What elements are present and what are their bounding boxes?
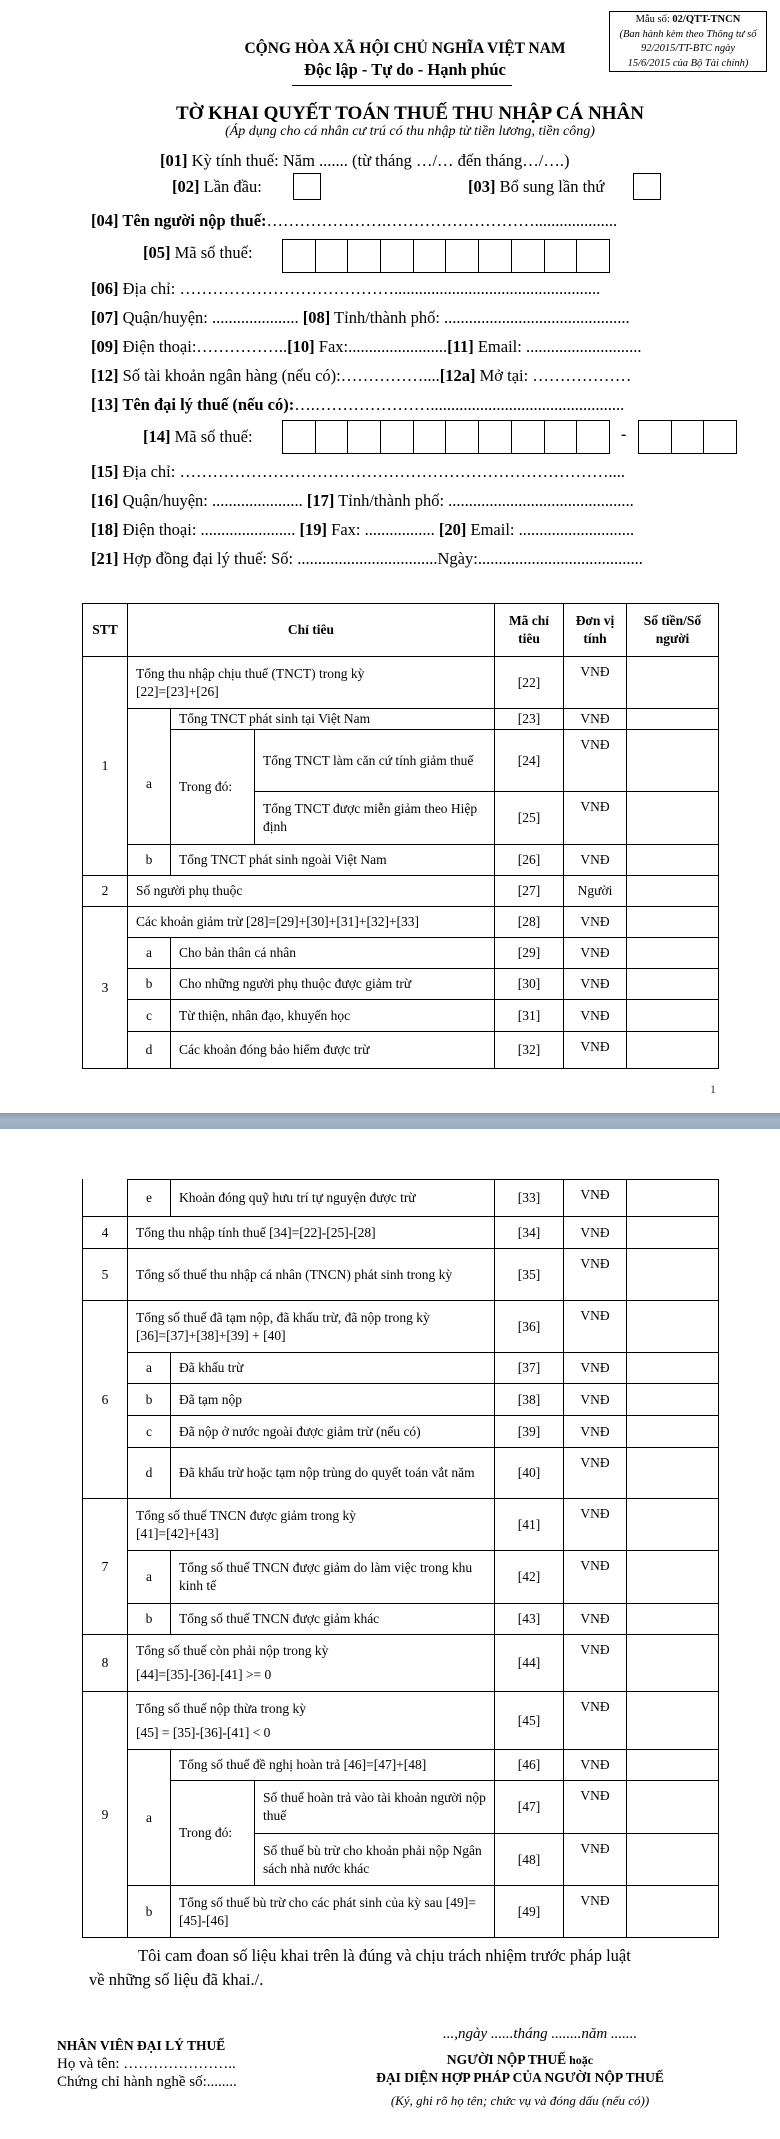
tin-digit-box[interactable] (283, 421, 316, 453)
agent-certificate-field[interactable]: Chứng chỉ hành nghề số:........ (57, 2074, 237, 2090)
page-number: 1 (710, 1082, 716, 1096)
amount-cell[interactable] (627, 907, 719, 938)
row-stt: 8 (83, 1635, 128, 1692)
table-row (83, 876, 719, 907)
row-unit: VNĐ (564, 1032, 627, 1069)
field-dots: ….…………………............................................... (294, 395, 625, 414)
amount-cell[interactable] (627, 1604, 719, 1635)
row-sub: a (128, 1750, 171, 1886)
row-indicator: Tổng TNCT phát sinh tại Việt Nam (171, 709, 495, 730)
row-sub: b (128, 1384, 171, 1416)
supplement-text: Bổ sung lần thứ (495, 177, 605, 196)
row-unit: VNĐ (564, 1217, 627, 1249)
row-code: [39] (495, 1416, 564, 1448)
row-indicator: Cho những người phụ thuộc được giảm trừ (171, 969, 495, 1000)
amount-cell[interactable] (627, 1032, 719, 1069)
amount-cell[interactable] (627, 1886, 719, 1938)
row-sub: a (128, 938, 171, 969)
settlement-table-page1 (82, 603, 719, 1069)
col-header-amount: Số tiền/Số người (627, 604, 719, 657)
row-code: [47] (495, 1781, 564, 1834)
first-time-label (172, 177, 262, 197)
row-unit: VNĐ (564, 1353, 627, 1384)
row-code: [28] (495, 907, 564, 938)
form-title: TỜ KHAI QUYẾT TOÁN THUẾ THU NHẬP CÁ NHÂN (175, 103, 645, 124)
amount-cell[interactable] (627, 1384, 719, 1416)
field-label: Mã số thuế: (170, 243, 253, 262)
first-time-checkbox[interactable] (293, 173, 321, 200)
amount-cell[interactable] (627, 1448, 719, 1499)
commitment-line-2: về những số liệu đã khai./. (89, 1970, 264, 1989)
tin-digit-box[interactable] (381, 421, 414, 453)
tin-digit-box[interactable] (316, 240, 349, 272)
row-indicator: Số thuế bù trừ cho khoản phải nộp Ngân sách nhà nước khác (255, 1834, 495, 1886)
amount-cell[interactable] (627, 709, 719, 730)
field-dots: ………………………………….................................................. (179, 279, 601, 298)
contact-line[interactable] (91, 337, 641, 357)
row-indicator: Các khoản đóng bảo hiểm được trừ (171, 1032, 495, 1069)
table-row (83, 1416, 719, 1448)
row-stt: 1 (83, 657, 128, 876)
table-row (83, 1551, 719, 1604)
row-code: [33] (495, 1180, 564, 1217)
field-code: [17] (306, 491, 335, 510)
amount-cell[interactable] (627, 657, 719, 709)
amount-cell[interactable] (627, 1635, 719, 1692)
agent-tin-boxes[interactable] (282, 420, 610, 454)
row-indicator: Tổng thu nhập tính thuế [34]=[22]-[25]-[28] (128, 1217, 495, 1249)
row-indicator: Đã khấu trừ (171, 1353, 495, 1384)
row-unit: VNĐ (564, 938, 627, 969)
row-code: [31] (495, 1000, 564, 1032)
tin-digit-box[interactable] (348, 421, 381, 453)
tin-digit-box[interactable] (446, 421, 479, 453)
tin-digit-box[interactable] (512, 421, 545, 453)
table-row (83, 1301, 719, 1353)
row-stt: 3 (83, 907, 128, 1069)
row-code: [42] (495, 1551, 564, 1604)
form-code-box (609, 11, 767, 72)
row-sub: d (128, 1032, 171, 1069)
agent-fax-field[interactable]: Fax: ................. (327, 520, 439, 539)
row-unit: VNĐ (564, 1384, 627, 1416)
legal-rep-title: ĐẠI DIỆN HỢP PHÁP CỦA NGƯỜI NỘP THUẾ (376, 2070, 664, 2085)
row-indicator: Các khoản giảm trừ [28]=[29]+[30]+[31]+[32]+[33] (128, 907, 495, 938)
form-circular-line: 92/2015/TT-BTC ngày (640, 43, 736, 54)
field-label: Tên đại lý thuế (nếu có): (118, 395, 295, 414)
row-code: [49] (495, 1886, 564, 1938)
field-code: [15] (91, 462, 119, 481)
amount-cell[interactable] (627, 730, 719, 792)
field-code: [12] (91, 366, 119, 385)
table-row (83, 1781, 719, 1834)
taxpayer-tin-boxes[interactable] (282, 239, 610, 273)
amount-cell[interactable] (627, 1217, 719, 1249)
field-label: Mã số thuế: (170, 427, 253, 446)
table-row (83, 1000, 719, 1032)
taxpayer-title: NGƯỜI NỘP THUẾ hoặc (446, 2052, 594, 2067)
row-unit: VNĐ (564, 1834, 627, 1886)
row-sub: a (128, 1353, 171, 1384)
row-stt: 7 (83, 1499, 128, 1635)
row-code: [23] (495, 709, 564, 730)
signature-note: (Ký, ghi rõ họ tên; chức vụ và đóng dấu (nếu có)) (390, 2093, 650, 2108)
row-sub: b (128, 845, 171, 876)
amount-cell[interactable] (627, 1000, 719, 1032)
table-row (83, 845, 719, 876)
row-unit: VNĐ (564, 792, 627, 845)
row-code: [43] (495, 1604, 564, 1635)
amount-cell[interactable] (627, 1834, 719, 1886)
tax-period-code: [01] (160, 151, 188, 170)
fax-field[interactable]: Fax:........................ (314, 337, 448, 356)
settlement-table-page2 (82, 1179, 719, 1938)
table-row (83, 657, 719, 709)
row-indicator: Tổng TNCT làm căn cứ tính giảm thuế (255, 730, 495, 792)
row-unit: VNĐ (564, 1416, 627, 1448)
first-time-code: [02] (172, 177, 200, 196)
row-unit: VNĐ (564, 1180, 627, 1217)
row-code: [37] (495, 1353, 564, 1384)
row-code: [36] (495, 1301, 564, 1353)
agent-tin-branch-boxes[interactable] (638, 420, 737, 454)
tin-digit-box[interactable] (545, 421, 578, 453)
row-stt: 2 (83, 876, 128, 907)
row-code: [41] (495, 1499, 564, 1551)
table-row (83, 1886, 719, 1938)
province-field[interactable]: Tỉnh/thành phố: ............................................. (330, 308, 630, 327)
form-subtitle: (Áp dụng cho cá nhân cư trú có thu nhập từ tiền lương, tiền công) (225, 124, 595, 139)
row-in-which: Trong đó: (171, 730, 255, 845)
sign-date-line: ...,ngày ......tháng ........năm ....... (443, 2026, 638, 2042)
field-code: [14] (143, 427, 171, 446)
field-code: [19] (299, 520, 328, 539)
amount-cell[interactable] (627, 876, 719, 907)
row-unit: VNĐ (564, 657, 627, 709)
table-row (83, 1635, 719, 1692)
row-unit: VNĐ (564, 1604, 627, 1635)
field-dots: ………………….……………………….................... (266, 211, 618, 230)
row-code: [26] (495, 845, 564, 876)
row-unit: VNĐ (564, 845, 627, 876)
supplement-label (468, 177, 604, 197)
table-row (83, 1750, 719, 1781)
agent-tin-label (143, 427, 253, 447)
row-indicator: Cho bản thân cá nhân (171, 938, 495, 969)
row-indicator: Từ thiện, nhân đạo, khuyến học (171, 1000, 495, 1032)
amount-cell[interactable] (627, 1249, 719, 1301)
row-sub: a (128, 709, 171, 845)
agent-district-field[interactable]: Quận/huyện: ...................... (118, 491, 307, 510)
row-sub: c (128, 1416, 171, 1448)
row-sub: b (128, 1604, 171, 1635)
row-indicator: Tổng TNCT phát sinh ngoài Việt Nam (171, 845, 495, 876)
row-indicator: Tổng số thuế TNCN được giảm khác (171, 1604, 495, 1635)
field-code: [16] (91, 491, 119, 510)
agent-phone-field[interactable]: Điện thoại: ....................... (118, 520, 300, 539)
row-indicator: Số người phụ thuộc (128, 876, 495, 907)
field-code: [13] (91, 395, 119, 414)
field-code: [05] (143, 243, 171, 262)
field-code: [21] (91, 549, 119, 568)
field-code: [07] (91, 308, 119, 327)
tin-digit-box[interactable] (381, 240, 414, 272)
col-header-unit: Đơn vị tính (564, 604, 627, 657)
row-code: [27] (495, 876, 564, 907)
row-indicator: Tổng số thuế bù trừ cho các phát sinh của kỳ sau [49]=[45]-[46] (171, 1886, 495, 1938)
row-indicator: Tổng số thuế TNCN được giảm trong kỳ [41]=[42]+[43] (128, 1499, 495, 1551)
email-field[interactable]: Email: ............................ (473, 337, 642, 356)
table-row (83, 1692, 719, 1750)
form-issued-line: (Ban hành kèm theo Thông tư số (619, 28, 757, 40)
amount-cell[interactable] (627, 845, 719, 876)
amount-cell[interactable] (627, 1499, 719, 1551)
agent-email-field[interactable]: Email: ............................ (466, 520, 635, 539)
form-code-prefix: Mẫu số: (635, 14, 673, 25)
supplement-number-box[interactable] (633, 173, 661, 200)
tin-digit-box[interactable] (704, 421, 737, 453)
table-row (83, 1353, 719, 1384)
table-row (83, 1180, 719, 1217)
form-code: 02/QTT-TNCN (672, 14, 741, 25)
row-in-which: Trong đó: (171, 1781, 255, 1886)
row-code: [38] (495, 1384, 564, 1416)
tin-digit-box[interactable] (545, 240, 578, 272)
table-row (83, 730, 719, 792)
row-indicator: Tổng TNCT được miễn giảm theo Hiệp định (255, 792, 495, 845)
tin-digit-box[interactable] (577, 240, 610, 272)
row-unit: VNĐ (564, 1692, 627, 1750)
tin-digit-box[interactable] (672, 421, 705, 453)
bank-name-field[interactable]: Mở tại: ……………… (475, 366, 632, 385)
tax-period-field (160, 151, 569, 171)
row-code: [22] (495, 657, 564, 709)
row-unit: VNĐ (564, 1750, 627, 1781)
table-row (83, 907, 719, 938)
tin-digit-box[interactable] (479, 240, 512, 272)
row-unit: VNĐ (564, 1886, 627, 1938)
field-code: [20] (438, 520, 467, 539)
table-row (83, 1249, 719, 1301)
row-indicator: Đã tạm nộp (171, 1384, 495, 1416)
motto-heading: Độc lập - Tự do - Hạnh phúc (304, 60, 506, 79)
row-indicator: Tổng thu nhập chịu thuế (TNCT) trong kỳ [22]=[23]+[26] (128, 657, 495, 709)
row-sub: a (128, 1551, 171, 1604)
amount-cell[interactable] (627, 1180, 719, 1217)
agent-staff-title: NHÂN VIÊN ĐẠI LÝ THUẾ (57, 2038, 226, 2053)
field-label: Tên người nộp thuế: (118, 211, 267, 230)
field-code: [11] (447, 337, 474, 356)
col-header-indicator: Chỉ tiêu (128, 604, 495, 657)
field-code: [06] (91, 279, 119, 298)
row-unit: VNĐ (564, 969, 627, 1000)
row-sub: b (128, 969, 171, 1000)
row-indicator: Tổng số thuế còn phải nộp trong kỳ [44]=[35]-[36]-[41] >= 0 (128, 1635, 495, 1692)
tin-digit-box[interactable] (512, 240, 545, 272)
row-code: [30] (495, 969, 564, 1000)
row-stt: 6 (83, 1301, 128, 1499)
row-unit: Người (564, 876, 627, 907)
address-field[interactable] (91, 279, 600, 299)
agent-address-field[interactable] (91, 462, 625, 482)
motto-underline (292, 85, 512, 86)
row-code: [29] (495, 938, 564, 969)
bank-account-field[interactable]: Số tài khoản ngân hàng (nếu có):…………….... (118, 366, 440, 385)
first-time-text: Lần đầu: (199, 177, 262, 196)
row-unit: VNĐ (564, 1448, 627, 1499)
row-indicator: Tổng số thuế đề nghị hoàn trả [46]=[47]+[48] (171, 1750, 495, 1781)
row-indicator: Tổng số thuế thu nhập cá nhân (TNCN) phát sinh trong kỳ (128, 1249, 495, 1301)
commitment-line-1: Tôi cam đoan số liệu khai trên là đúng và chịu trách nhiệm trước pháp luật (138, 1946, 631, 1965)
table-header-row (83, 604, 719, 657)
tin-digit-box[interactable] (348, 240, 381, 272)
row-indicator: Số thuế hoàn trả vào tài khoản người nộp thuế (255, 1781, 495, 1834)
nation-heading: CỘNG HÒA XÃ HỘI CHỦ NGHĨA VIỆT NAM (244, 40, 566, 57)
row-indicator: Đã khấu trừ hoặc tạm nộp trùng do quyết toán vắt năm (171, 1448, 495, 1499)
row-unit: VNĐ (564, 1551, 627, 1604)
tin-digit-box[interactable] (414, 240, 447, 272)
col-header-code: Mã chỉ tiêu (495, 604, 564, 657)
table-row (83, 1032, 719, 1069)
bank-account-line[interactable] (91, 366, 631, 386)
table-row (83, 969, 719, 1000)
col-header-stt: STT (83, 604, 128, 657)
tax-period-text: Kỳ tính thuế: Năm ....... (từ tháng …/… đến tháng…/….) (187, 151, 570, 170)
row-unit: VNĐ (564, 1499, 627, 1551)
row-stt: 5 (83, 1249, 128, 1301)
agent-contact-line[interactable] (91, 520, 634, 540)
phone-field[interactable]: Điện thoại:…………….. (118, 337, 288, 356)
tin-digit-box[interactable] (283, 240, 316, 272)
row-indicator: Tổng số thuế nộp thừa trong kỳ [45] = [35]-[36]-[41] < 0 (128, 1692, 495, 1750)
tin-digit-box[interactable] (446, 240, 479, 272)
form-date-line: 15/6/2015 của Bộ Tài chính) (627, 57, 749, 69)
row-indicator: Khoản đóng quỹ hưu trí tự nguyện được trừ (171, 1180, 495, 1217)
amount-cell[interactable] (627, 1692, 719, 1750)
table-row (83, 1604, 719, 1635)
field-code: [09] (91, 337, 119, 356)
row-unit: VNĐ (564, 1249, 627, 1301)
row-sub: b (128, 1886, 171, 1938)
tin-digit-box[interactable] (414, 421, 447, 453)
table-row (83, 1448, 719, 1499)
taxpayer-tin-label (143, 243, 253, 263)
tin-digit-box[interactable] (577, 421, 610, 453)
district-field[interactable]: Quận/huyện: ..................... (118, 308, 303, 327)
field-code: [18] (91, 520, 119, 539)
row-unit: VNĐ (564, 709, 627, 730)
row-unit: VNĐ (564, 1635, 627, 1692)
district-province-line[interactable] (91, 308, 630, 328)
field-label: Hợp đồng đại lý thuế: Số: ..................................Ngày:........................................ (118, 549, 643, 568)
tin-digit-box[interactable] (639, 421, 672, 453)
amount-cell[interactable] (627, 1750, 719, 1781)
amount-cell[interactable] (627, 938, 719, 969)
row-unit: VNĐ (564, 1301, 627, 1353)
agent-province-field[interactable]: Tỉnh/thành phố: ............................................. (334, 491, 634, 510)
supplement-code: [03] (468, 177, 496, 196)
row-sub: e (128, 1180, 171, 1217)
table-row (83, 709, 719, 730)
table-row (83, 1217, 719, 1249)
row-unit: VNĐ (564, 730, 627, 792)
row-code: [44] (495, 1635, 564, 1692)
tin-digit-box[interactable] (479, 421, 512, 453)
tax-agent-name-field[interactable] (91, 395, 624, 415)
row-sub: c (128, 1000, 171, 1032)
field-dots: …………………………………………………………………….... (179, 462, 625, 481)
amount-cell[interactable] (627, 792, 719, 845)
row-unit: VNĐ (564, 1781, 627, 1834)
field-label: Địa chỉ: (118, 279, 180, 298)
field-code: [12a] (439, 366, 476, 385)
amount-cell[interactable] (627, 969, 719, 1000)
row-unit: VNĐ (564, 1000, 627, 1032)
table-row (83, 1384, 719, 1416)
tin-dash: - (621, 426, 627, 443)
row-indicator: Đã nộp ở nước ngoài được giảm trừ (nếu có) (171, 1416, 495, 1448)
table-row (83, 938, 719, 969)
row-indicator: Tổng số thuế TNCN được giảm do làm việc trong khu kinh tế (171, 1551, 495, 1604)
field-code: [10] (287, 337, 315, 356)
tin-digit-box[interactable] (316, 421, 349, 453)
page-break-separator (0, 1113, 780, 1129)
amount-cell[interactable] (627, 1781, 719, 1834)
row-code: [35] (495, 1249, 564, 1301)
field-code: [08] (302, 308, 331, 327)
row-code: [32] (495, 1032, 564, 1069)
taxpayer-name-field[interactable] (91, 211, 617, 231)
field-code: [04] (91, 211, 119, 230)
row-code: [34] (495, 1217, 564, 1249)
amount-cell[interactable] (627, 1353, 719, 1384)
agent-contract-field[interactable] (91, 549, 643, 569)
row-sub: d (128, 1448, 171, 1499)
agent-district-province-line[interactable] (91, 491, 634, 511)
table-row (83, 1499, 719, 1551)
row-code: [48] (495, 1834, 564, 1886)
row-code: [46] (495, 1750, 564, 1781)
row-indicator: Tổng số thuế đã tạm nộp, đã khấu trừ, đã nộp trong kỳ [36]=[37]+[38]+[39] + [40] (128, 1301, 495, 1353)
amount-cell[interactable] (627, 1416, 719, 1448)
field-label: Địa chỉ: (118, 462, 180, 481)
row-code: [25] (495, 792, 564, 845)
row-stt: 4 (83, 1217, 128, 1249)
amount-cell[interactable] (627, 1301, 719, 1353)
row-stt-continued (83, 1180, 128, 1217)
row-stt: 9 (83, 1692, 128, 1938)
row-code: [40] (495, 1448, 564, 1499)
row-code: [24] (495, 730, 564, 792)
row-code: [45] (495, 1692, 564, 1750)
row-unit: VNĐ (564, 907, 627, 938)
amount-cell[interactable] (627, 1551, 719, 1604)
agent-name-field[interactable]: Họ và tên: ………………….. (57, 2056, 236, 2072)
